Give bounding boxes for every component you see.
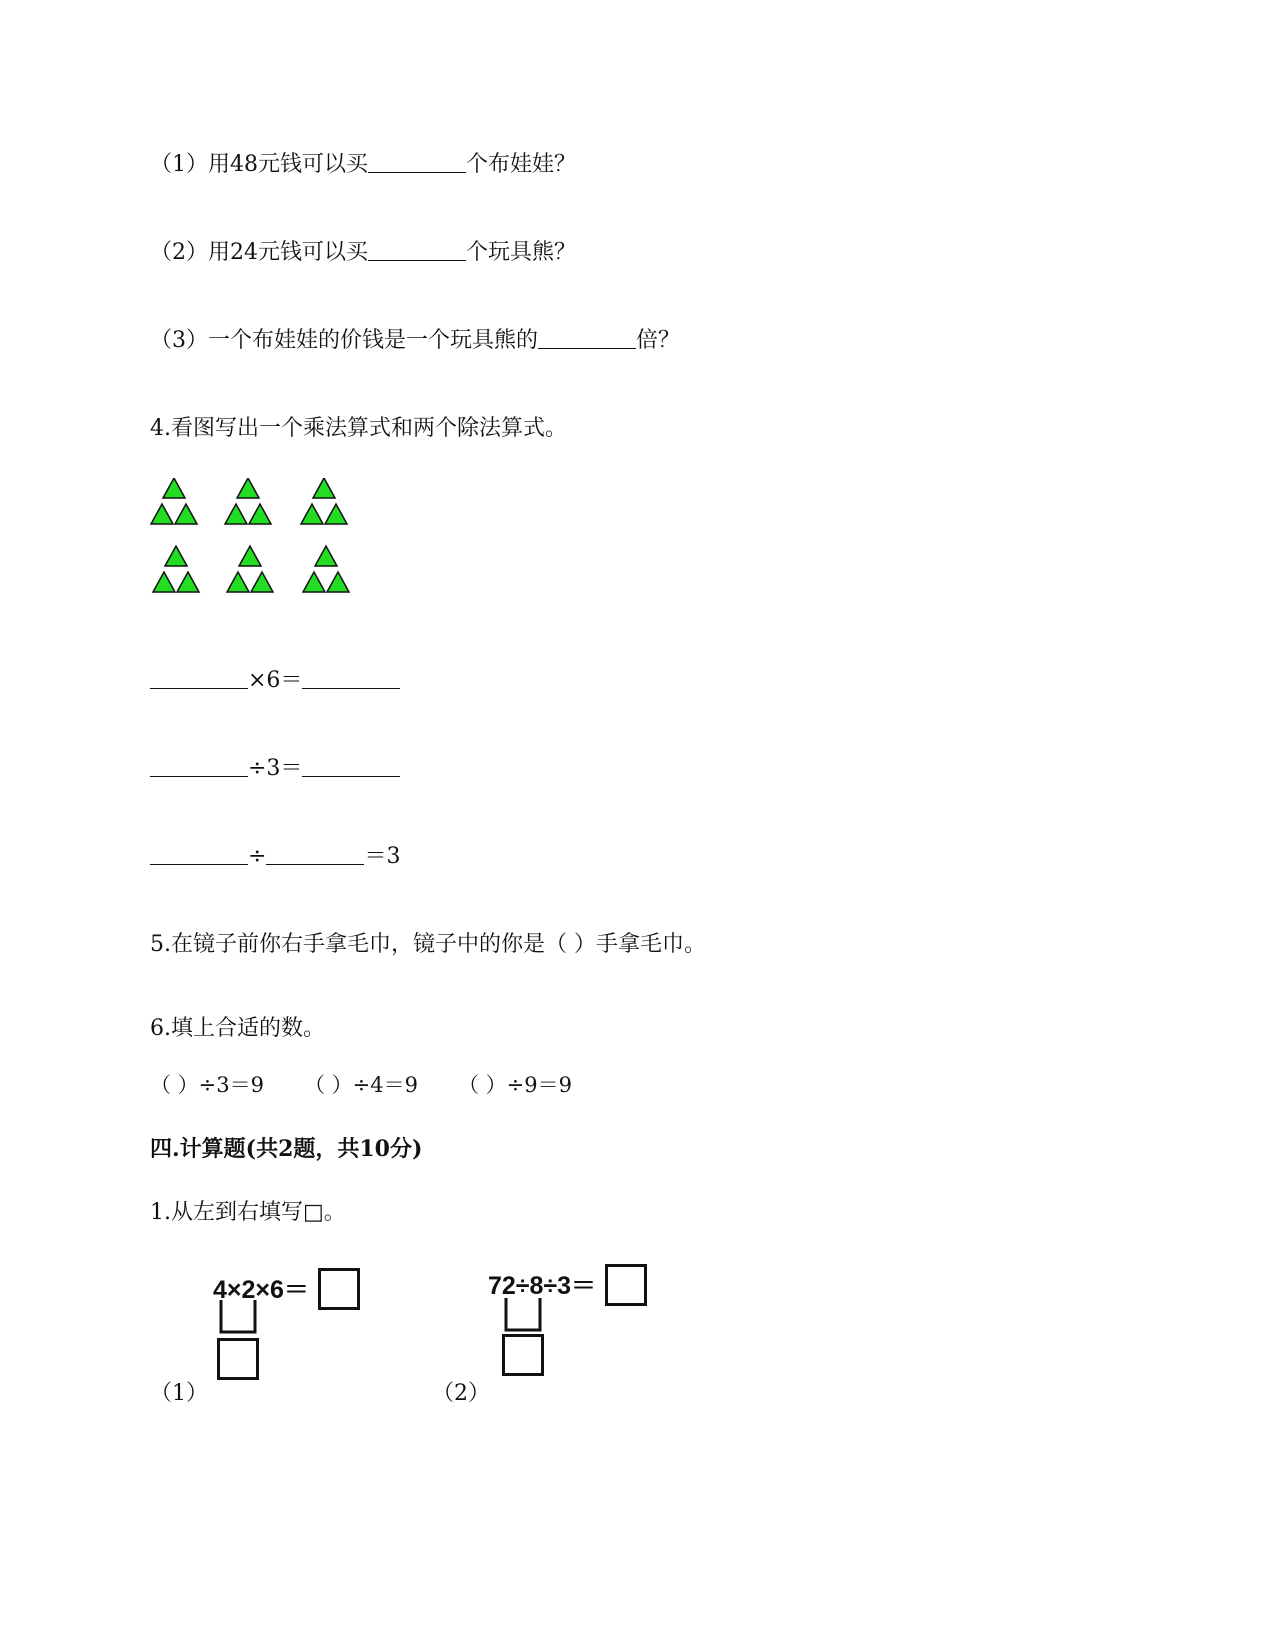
triangle-icon bbox=[153, 572, 175, 592]
triangle-icon bbox=[325, 504, 347, 524]
answer-blank[interactable] bbox=[150, 842, 248, 865]
q3-sub2-suffix: 个玩具熊？ bbox=[466, 240, 577, 265]
triangle-icon bbox=[303, 572, 325, 592]
triangle-icon bbox=[165, 546, 187, 566]
triangle-icon bbox=[239, 546, 261, 566]
triangle-group bbox=[227, 546, 273, 592]
answer-blank[interactable] bbox=[302, 754, 400, 777]
answer-box[interactable] bbox=[217, 1338, 259, 1380]
triangle-group bbox=[153, 546, 199, 592]
c1-title: 1.从左到右填写□。 bbox=[150, 1200, 346, 1225]
answer-box[interactable] bbox=[502, 1334, 544, 1376]
q5-text: 5.在镜子前你右手拿毛巾，镜子中的你是（ ）手拿毛巾。 bbox=[150, 932, 706, 957]
q4-equation-3 bbox=[150, 842, 400, 872]
triangle-group bbox=[301, 478, 347, 524]
answer-blank[interactable] bbox=[302, 666, 400, 689]
triangle-icon bbox=[177, 572, 199, 592]
answer-blank[interactable] bbox=[538, 326, 636, 349]
q3-sub1 bbox=[150, 150, 576, 180]
q3-sub3-prefix: （3）一个布娃娃的价钱是一个玩具熊的 bbox=[150, 328, 538, 353]
calc-expression-1: 4×2×6＝ bbox=[213, 1276, 309, 1304]
q6-item-1: （ ）÷3＝9 bbox=[150, 1073, 264, 1097]
calc-label-2: （2） bbox=[432, 1381, 490, 1406]
answer-blank[interactable] bbox=[150, 666, 248, 689]
answer-box[interactable] bbox=[605, 1264, 647, 1306]
calc-label-1: （1） bbox=[150, 1381, 208, 1406]
triangle-icon bbox=[151, 504, 173, 524]
q3-sub1-suffix: 个布娃娃？ bbox=[466, 152, 577, 177]
triangle-icon bbox=[237, 478, 259, 498]
triangle-icon bbox=[227, 572, 249, 592]
eq1-operator: ×6＝ bbox=[248, 668, 303, 693]
q4-title: 4.看图写出一个乘法算式和两个除法算式。 bbox=[150, 416, 567, 441]
triangle-group bbox=[303, 546, 349, 592]
triangle-icon bbox=[327, 572, 349, 592]
q6-item-2: （ ）÷4＝9 bbox=[304, 1073, 418, 1097]
q3-sub1-prefix: （1）用48元钱可以买 bbox=[150, 152, 368, 177]
q6-item-3: （ ）÷9＝9 bbox=[458, 1073, 572, 1097]
q6-title: 6.填上合适的数。 bbox=[150, 1016, 325, 1041]
triangle-groups-figure bbox=[150, 478, 370, 604]
triangle-icon bbox=[249, 504, 271, 524]
bracket-connector bbox=[503, 1298, 543, 1334]
triangle-icon bbox=[313, 478, 335, 498]
triangle-icon bbox=[315, 546, 337, 566]
q3-sub2-prefix: （2）用24元钱可以买 bbox=[150, 240, 368, 265]
triangle-group bbox=[225, 478, 271, 524]
eq3-operator: ÷ bbox=[248, 844, 267, 869]
section-heading: 四.计算题(共2题，共10分) bbox=[150, 1136, 423, 1162]
triangle-group bbox=[151, 478, 197, 524]
triangle-icon bbox=[301, 504, 323, 524]
triangle-icon bbox=[225, 504, 247, 524]
answer-blank[interactable] bbox=[368, 150, 466, 173]
triangle-icon bbox=[163, 478, 185, 498]
triangle-icon bbox=[251, 572, 273, 592]
bracket-connector bbox=[218, 1300, 258, 1336]
eq3-result: ＝3 bbox=[364, 844, 401, 869]
triangle-icon bbox=[175, 504, 197, 524]
answer-blank[interactable] bbox=[150, 754, 248, 777]
q3-sub3 bbox=[150, 326, 680, 356]
q4-equation-1 bbox=[150, 666, 400, 696]
calc-expression-2: 72÷8÷3＝ bbox=[488, 1272, 597, 1300]
q6-items bbox=[150, 1070, 572, 1100]
q4-equation-2 bbox=[150, 754, 400, 784]
q3-sub3-suffix: 倍？ bbox=[636, 328, 681, 353]
answer-box[interactable] bbox=[318, 1268, 360, 1310]
eq2-operator: ÷3＝ bbox=[248, 756, 303, 781]
q3-sub2 bbox=[150, 238, 576, 268]
answer-blank[interactable] bbox=[266, 842, 364, 865]
answer-blank[interactable] bbox=[368, 238, 466, 261]
